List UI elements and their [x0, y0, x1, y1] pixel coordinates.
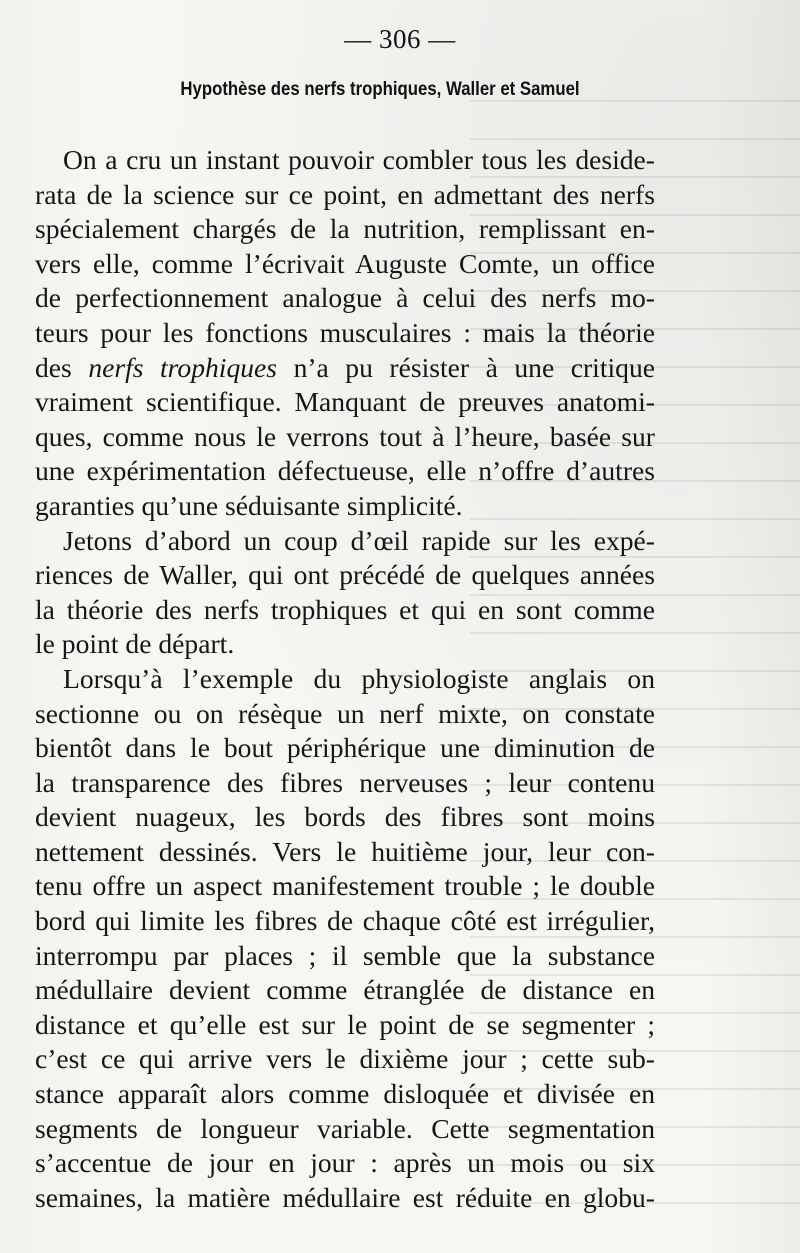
text-line: le point de départ.: [35, 628, 235, 660]
text-segment: n’a pu résister à une critique: [277, 351, 656, 383]
text-line: stance apparaît alors comme disloquée et divisée en: [35, 1078, 655, 1110]
text-line: une expérimentation défectueuse, elle n’offre d’autres: [35, 455, 655, 487]
text-line: bientôt dans le bout périphérique une diminution de: [35, 732, 655, 764]
text-line: interrompu par places ; il semble que la substance: [35, 939, 655, 971]
text-line: vers elle, comme l’écrivait Auguste Comte, un office: [35, 247, 655, 279]
body-text: [35, 143, 655, 1215]
text-line: rata de la science sur ce point, en admettant des nerfs: [35, 178, 655, 210]
text-line: la transparence des fibres nerveuses ; leur contenu: [35, 766, 655, 798]
page-number: — 306 —: [344, 24, 456, 54]
text-line: sectionne ou on résèque un nerf mixte, on constate: [35, 697, 655, 729]
text-line: semaines, la matière médullaire est réduite en globu-: [35, 1181, 655, 1213]
italic-term: nerfs trophiques: [88, 351, 278, 383]
section-heading: Hypothèse des nerfs trophiques, Waller et Samuel: [180, 78, 580, 100]
text-line: segments de longueur variable. Cette segmentation: [35, 1112, 655, 1144]
text-line: médullaire devient comme étranglée de distance en: [35, 974, 655, 1006]
text-line: Jetons d’abord un coup d’œil rapide sur les expé-: [63, 524, 655, 556]
text-line: s’accentue de jour en jour : après un mois ou six: [35, 1147, 655, 1179]
text-line: de perfectionnement analogue à celui des nerfs mo-: [35, 282, 655, 314]
text-line: devient nuageux, les bords des fibres sont moins: [35, 801, 655, 833]
text-line: bord qui limite les fibres de chaque côté est irrégulier,: [35, 905, 655, 937]
text-line: ques, comme nous le verrons tout à l’heure, basée sur: [35, 420, 655, 452]
text-line: [35, 351, 655, 386]
text-line: la théorie des nerfs trophiques et qui en sont comme: [35, 593, 655, 625]
text-line: garanties qu’une séduisante simplicité.: [35, 489, 463, 521]
text-line: nettement dessinés. Vers le huitième jour, leur con-: [35, 835, 655, 867]
text-line: Lorsqu’à l’exemple du physiologiste anglais on: [63, 662, 655, 694]
text-line: teurs pour les fonctions musculaires : mais la théorie: [35, 316, 655, 348]
text-line: spécialement chargés de la nutrition, remplissant en-: [35, 213, 655, 245]
text-line: c’est ce qui arrive vers le dixième jour ; cette sub-: [35, 1043, 655, 1075]
text-line: tenu offre un aspect manifestement trouble ; le double: [35, 870, 655, 902]
text-line: distance et qu’elle est sur le point de se segmenter ;: [35, 1008, 655, 1040]
text-line: On a cru un instant pouvoir combler tous les deside-: [63, 144, 655, 175]
text-segment: des: [35, 351, 89, 383]
text-line: vraiment scientifique. Manquant de preuves anatomi-: [35, 386, 655, 418]
text-line: riences de Waller, qui ont précédé de quelques années: [35, 559, 655, 591]
